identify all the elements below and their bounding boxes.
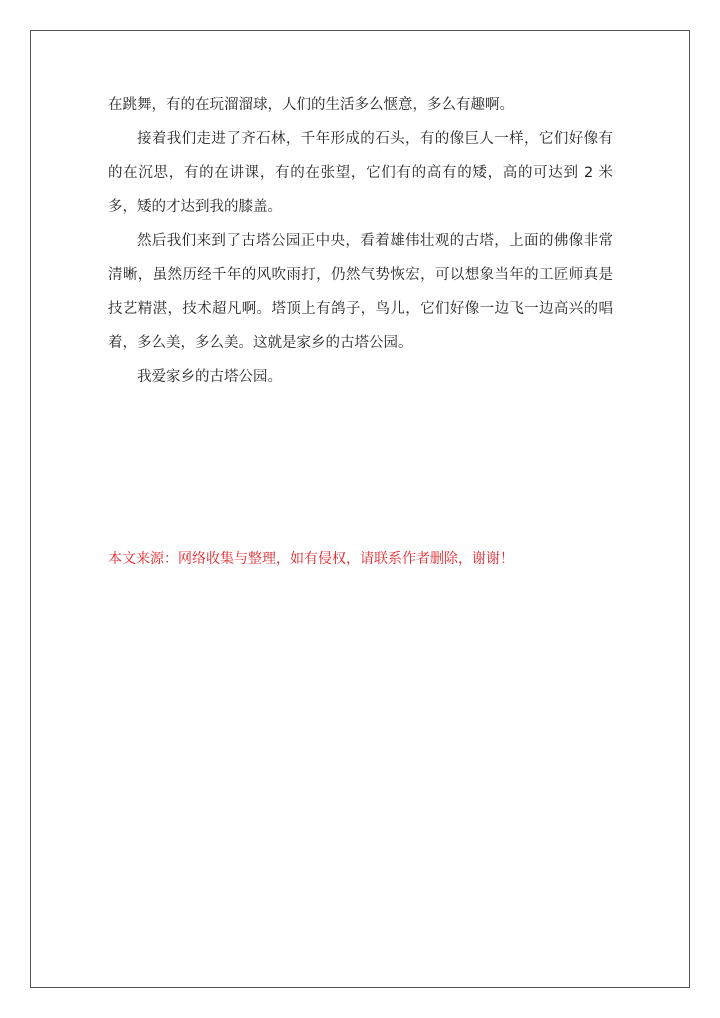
article-body: [108, 88, 613, 394]
source-note: 本文来源：网络收集与整理，如有侵权，请联系作者删除，谢谢！: [108, 551, 514, 567]
paragraph-2: 接着我们走进了齐石林，千年形成的石头，有的像巨人一样，它们好像有的在沉思，有的在讲课，有的在张望，它们有的高有的矮，高的可达到 2 米多，矮的才达到我的膝盖。: [108, 131, 613, 215]
paragraph-4: 我爱家乡的古塔公园。: [137, 369, 282, 385]
paragraph-3: 然后我们来到了古塔公园正中央，看着雄伟壮观的古塔，上面的佛像非常清晰，虽然历经千年的风吹雨打，仍然气势恢宏，可以想象当年的工匠师真是技艺精湛，技术超凡啊。塔顶上有鸽子，鸟儿，它们好像一边飞一边高兴的唱着，多么美，多么美。这就是家乡的古塔公园。: [108, 233, 613, 351]
paragraph-1: 在跳舞，有的在玩溜溜球，人们的生活多么惬意，多么有趣啊。: [108, 97, 514, 113]
